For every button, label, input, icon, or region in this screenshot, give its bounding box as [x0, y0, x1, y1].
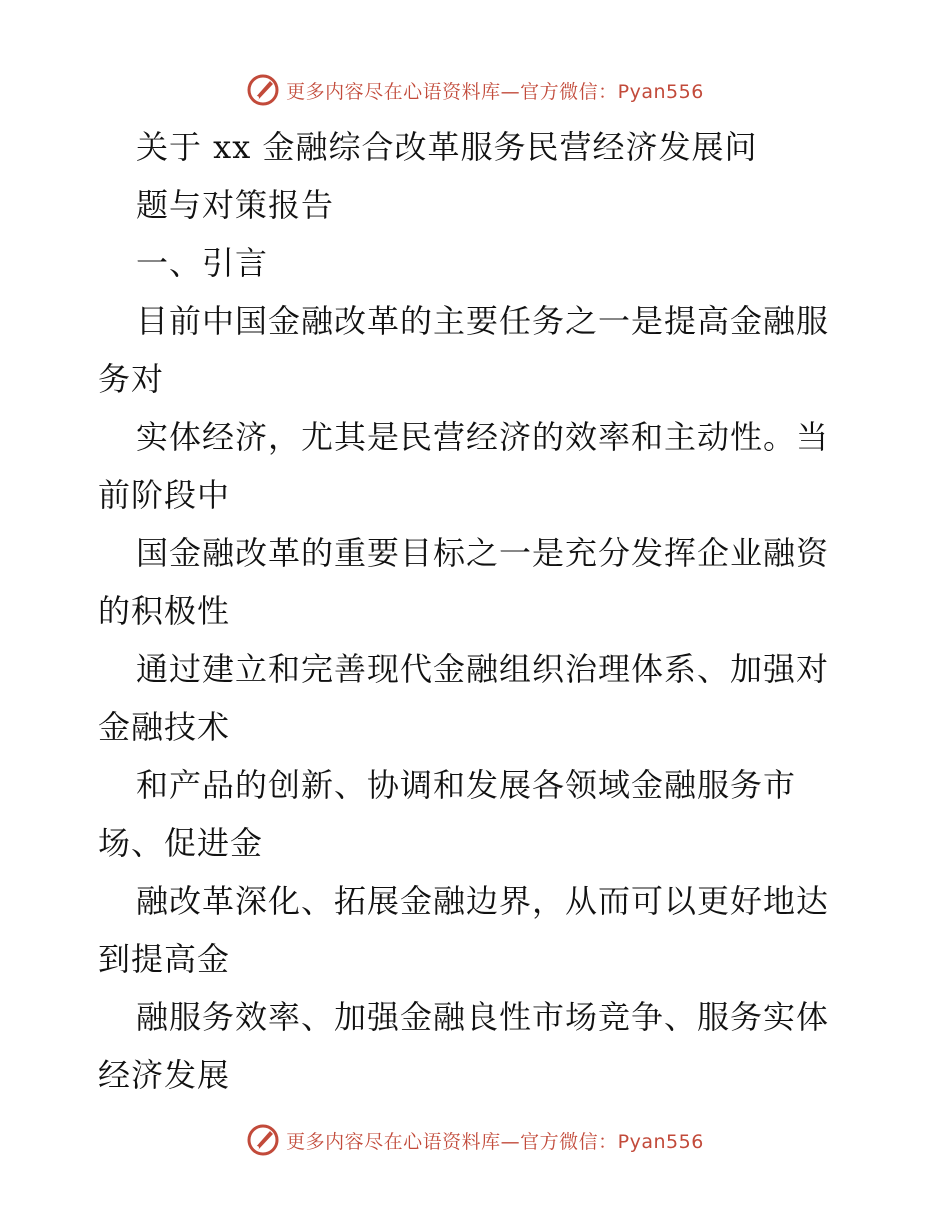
header-watermark-text: 更多内容尽在心语资料库—官方微信：Pyan556 [286, 80, 704, 103]
paragraph-line: 场、促进金 [98, 824, 264, 862]
paragraph-line: 到提高金 [98, 940, 231, 978]
document-body [98, 118, 858, 1104]
paragraph-line: 通过建立和完善现代金融组织治理体系、加强对 [136, 650, 830, 688]
pen-nib-logo-icon [246, 73, 280, 107]
paragraph-line: 目前中国金融改革的主要任务之一是提高金融服 [136, 302, 830, 340]
paragraph-line: 国金融改革的重要目标之一是充分发挥企业融资 [136, 534, 830, 572]
paragraph-line: 前阶段中 [98, 476, 231, 514]
paragraph-line: 务对 [98, 360, 165, 398]
paragraph-line: 的积极性 [98, 592, 231, 630]
paragraph-line: 和产品的创新、协调和发展各领域金融服务市 [136, 766, 797, 804]
paragraph-line: 题与对策报告 [136, 186, 335, 224]
header-watermark [0, 70, 950, 110]
paragraph-line: 一、引言 [136, 244, 269, 282]
paragraph-line: 实体经济，尤其是民营经济的效率和主动性。当 [136, 418, 830, 456]
paragraph-line: 关于 xx 金融综合改革服务民营经济发展问 [136, 128, 758, 166]
paragraph-line: 金融技术 [98, 708, 231, 746]
paragraph-line: 融服务效率、加强金融良性市场竞争、服务实体 [136, 998, 830, 1036]
paragraph-line: 经济发展 [98, 1056, 231, 1094]
footer-watermark-text: 更多内容尽在心语资料库—官方微信：Pyan556 [286, 1130, 704, 1153]
footer-watermark [0, 1120, 950, 1160]
pen-nib-logo-icon [246, 1123, 280, 1157]
paragraph-line: 融改革深化、拓展金融边界，从而可以更好地达 [136, 882, 830, 920]
